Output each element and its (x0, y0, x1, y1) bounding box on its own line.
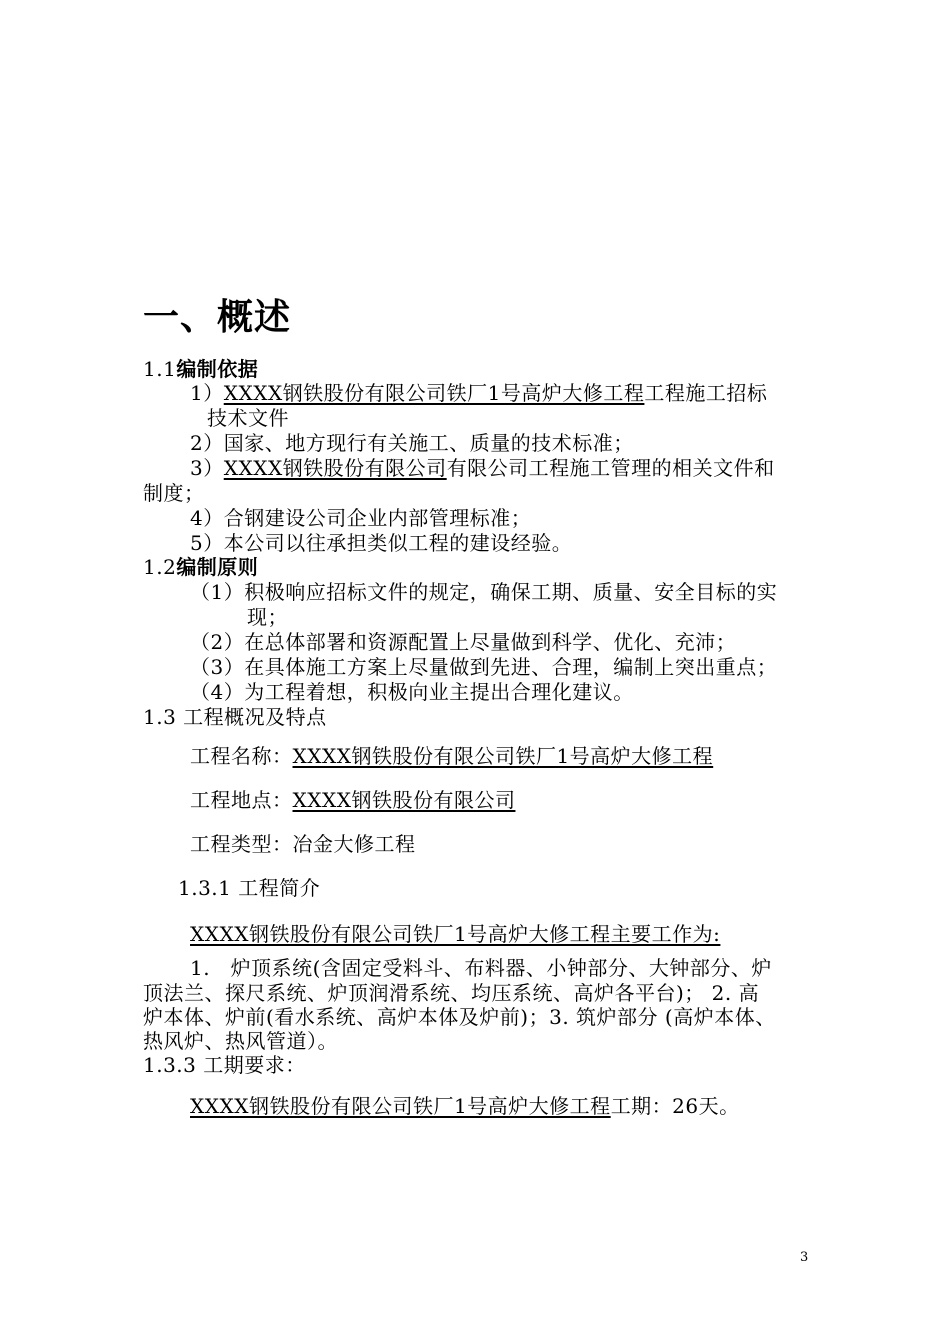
intro-line-3: 炉本体、炉前(看水系统、高炉本体及炉前)；3. 筑炉部分 (高炉本体、 (143, 1005, 776, 1029)
section-1-3-heading: 1.3 工程概况及特点 (143, 705, 327, 729)
basis-item-5: 5）本公司以往承担类似工程的建设经验。 (190, 531, 573, 555)
field-label: 工程名称： (190, 744, 293, 768)
item-number: 3） (190, 456, 224, 480)
company-name-link: XXXX钢铁股份有限公司 (223, 456, 447, 480)
basis-item-1 (190, 381, 767, 405)
period-text: 工期：26天。 (610, 1094, 740, 1118)
period-line (190, 1094, 740, 1118)
intro-line-4: 热风炉、热风管道）。 (143, 1029, 338, 1053)
intro-link: XXXX钢铁股份有限公司铁厂1号高炉大修工程主要工作为: (190, 922, 721, 946)
section-number: 1.2 (143, 555, 177, 579)
principle-1-cont: 现； (247, 605, 288, 629)
field-value: XXXX钢铁股份有限公司 (292, 788, 516, 812)
section-1-1-heading (143, 357, 258, 381)
principle-4: （4）为工程着想，积极向业主提出合理化建议。 (190, 680, 634, 704)
project-name-link: XXXX钢铁股份有限公司铁厂1号高炉大修工程 (223, 381, 645, 405)
field-label: 工程地点： (190, 788, 293, 812)
project-name-row (190, 744, 713, 768)
section-1-2-heading (143, 555, 258, 579)
field-value: 冶金大修工程 (292, 832, 416, 856)
page-number: 3 (800, 1250, 809, 1265)
principle-1: （1）积极响应招标文件的规定，确保工期、质量、安全目标的实 (190, 580, 778, 604)
section-1-3-3-heading: 1.3.3 工期要求： (143, 1053, 306, 1077)
item-text: 工程施工招标 (644, 381, 768, 405)
basis-item-1-cont: 技术文件 (207, 406, 289, 430)
principle-2: （2）在总体部署和资源配置上尽量做到科学、优化、充沛； (190, 630, 737, 654)
basis-item-2: 2）国家、地方现行有关施工、质量的技术标准； (190, 431, 634, 455)
basis-item-3 (190, 456, 775, 480)
intro-line-1: 1. 炉顶系统(含固定受料斗、布料器、小钟部分、大钟部分、炉 (190, 956, 772, 980)
basis-item-4: 4）合钢建设公司企业内部管理标准； (190, 506, 532, 530)
item-number: 1） (190, 381, 224, 405)
project-location-row (190, 788, 515, 812)
period-link: XXXX钢铁股份有限公司铁厂1号高炉大修工程 (190, 1094, 611, 1118)
project-type-row (190, 832, 416, 856)
basis-item-3-cont: 制度； (143, 481, 205, 505)
section-1-3-1-heading: 1.3.1 工程简介 (178, 876, 321, 900)
section-title: 编制依据 (176, 357, 259, 381)
chapter-title: 一、概述 (143, 297, 292, 338)
principle-3: （3）在具体施工方案上尽量做到先进、合理，编制上突出重点； (190, 655, 778, 679)
intro-lead (190, 922, 720, 946)
intro-line-2: 顶法兰、探尺系统、炉顶润滑系统、均压系统、高炉各平台)； 2. 高 (143, 981, 760, 1005)
field-label: 工程类型： (190, 832, 293, 856)
field-value: XXXX钢铁股份有限公司铁厂1号高炉大修工程 (292, 744, 714, 768)
section-number: 1.1 (143, 357, 177, 381)
section-title: 编制原则 (176, 555, 259, 579)
item-text: 有限公司工程施工管理的相关文件和 (446, 456, 775, 480)
